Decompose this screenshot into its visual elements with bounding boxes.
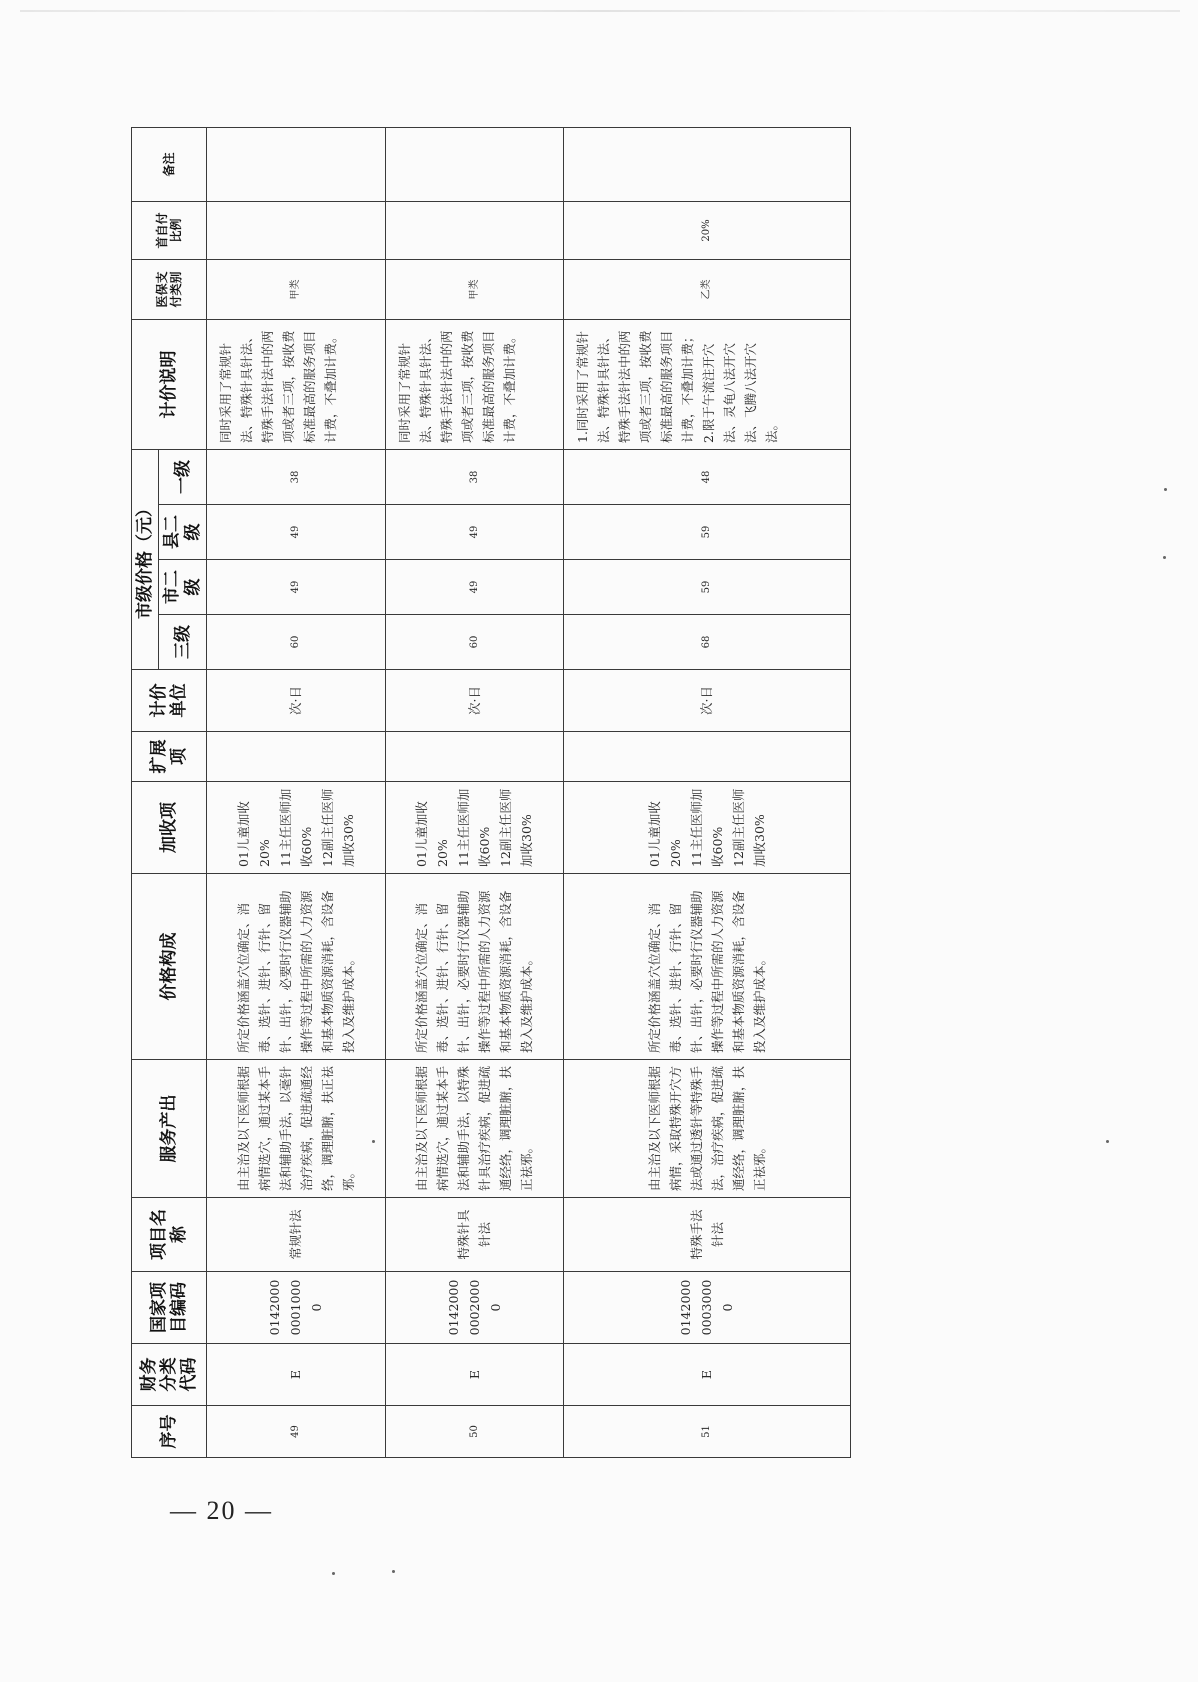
cell-billing-note: 1.同时采用了常规针法、特殊针具针法、特殊手法针法中的两项或者三项，按收费标准最高的服务项目计费，不叠加计费；2.限于午流注开穴法、灵龟八法开穴法、飞腾八法开穴法。 xyxy=(563,320,850,450)
cell-remark xyxy=(207,128,385,202)
cell-remark xyxy=(563,128,850,202)
cell-level1: 38 xyxy=(207,450,385,505)
header-remark: 备注 xyxy=(132,128,207,202)
scan-speck xyxy=(392,1570,395,1573)
cell-finance-code: E xyxy=(385,1344,563,1406)
cell-seq: 51 xyxy=(563,1406,850,1458)
scan-speck xyxy=(1164,488,1167,491)
header-level1: 一级 xyxy=(159,450,207,505)
header-county-level2: 县二级 xyxy=(159,505,207,560)
cell-insurance-type: 乙类 xyxy=(563,260,850,320)
header-row-1 xyxy=(132,128,159,1458)
table-row xyxy=(385,128,563,1458)
header-insurance-type: 医保支付类别 xyxy=(132,260,207,320)
header-self-pay: 首自付比例 xyxy=(132,202,207,260)
cell-city-level2: 59 xyxy=(563,560,850,615)
cell-seq: 50 xyxy=(385,1406,563,1458)
cell-level3: 60 xyxy=(385,615,563,670)
cell-surcharge: 01儿童加收20% 11主任医师加收60% 12副主任医师加收30% xyxy=(563,782,850,874)
cell-self-pay xyxy=(207,202,385,260)
price-table xyxy=(131,127,851,1458)
header-unit: 计价单位 xyxy=(132,670,207,732)
cell-item-name: 常规针法 xyxy=(207,1198,385,1272)
cell-price-composition: 所定价格涵盖穴位确定、消毒、选针、进针、行针、留针、出针，必要时行仪器辅助操作等过程中所需的人力资源和基本物质资源消耗，含设备投入及维护成本。 xyxy=(385,874,563,1060)
cell-city-level2: 49 xyxy=(385,560,563,615)
header-level3: 三级 xyxy=(159,615,207,670)
cell-billing-note: 同时采用了常规针法、特殊针具针法、特殊手法针法中的两项或者三项，按收费标准最高的服务项目计费，不叠加计费。 xyxy=(385,320,563,450)
cell-unit: 次·日 xyxy=(563,670,850,732)
cell-extension xyxy=(563,732,850,782)
cell-service-output: 由主治及以下医师根据病情选穴，通过某本手法和辅助手法，以特殊针具治疗疾病，促进疏通经络，调理脏腑，扶正祛邪。 xyxy=(385,1060,563,1198)
scan-speck xyxy=(1163,556,1166,559)
cell-extension xyxy=(207,732,385,782)
header-national-code: 国家项目编码 xyxy=(132,1272,207,1344)
cell-finance-code: E xyxy=(563,1344,850,1406)
cell-county-level2: 49 xyxy=(385,505,563,560)
cell-surcharge: 01儿童加收20% 11主任医师加收60% 12副主任医师加收30% xyxy=(385,782,563,874)
scan-speck xyxy=(372,1140,375,1143)
header-service-output: 服务产出 xyxy=(132,1060,207,1198)
cell-county-level2: 59 xyxy=(563,505,850,560)
rotated-table-container xyxy=(131,152,851,1458)
cell-national-code: 014200000010000 xyxy=(207,1272,385,1344)
table-row xyxy=(207,128,385,1458)
scan-speck xyxy=(332,1572,335,1575)
cell-service-output: 由主治及以下医师根据病情，采取特殊开穴方法或通过透针等特殊手法，治疗疾病，促进疏通经络，调理脏腑，扶正祛邪。 xyxy=(563,1060,850,1198)
cell-surcharge: 01儿童加收20% 11主任医师加收60% 12副主任医师加收30% xyxy=(207,782,385,874)
cell-level1: 48 xyxy=(563,450,850,505)
cell-level3: 68 xyxy=(563,615,850,670)
cell-unit: 次·日 xyxy=(207,670,385,732)
cell-county-level2: 49 xyxy=(207,505,385,560)
cell-price-composition: 所定价格涵盖穴位确定、消毒、选针、进针、行针、留针、出针，必要时行仪器辅助操作等过程中所需的人力资源和基本物质资源消耗，含设备投入及维护成本。 xyxy=(563,874,850,1060)
header-item-name: 项目名称 xyxy=(132,1198,207,1272)
cell-billing-note: 同时采用了常规针法、特殊针具针法、特殊手法针法中的两项或者三项，按收费标准最高的服务项目计费，不叠加计费。 xyxy=(207,320,385,450)
cell-item-name: 特殊针具针法 xyxy=(385,1198,563,1272)
cell-level3: 60 xyxy=(207,615,385,670)
scan-artifact-line xyxy=(20,10,1180,12)
cell-remark xyxy=(385,128,563,202)
cell-price-composition: 所定价格涵盖穴位确定、消毒、选针、进针、行针、留针、出针，必要时行仪器辅助操作等过程中所需的人力资源和基本物质资源消耗，含设备投入及维护成本。 xyxy=(207,874,385,1060)
cell-national-code: 014200000030000 xyxy=(563,1272,850,1344)
cell-insurance-type: 甲类 xyxy=(385,260,563,320)
header-city-price-group: 市级价格（元） xyxy=(132,450,159,670)
header-seq: 序号 xyxy=(132,1406,207,1458)
cell-self-pay xyxy=(385,202,563,260)
cell-insurance-type: 甲类 xyxy=(207,260,385,320)
cell-city-level2: 49 xyxy=(207,560,385,615)
page-number: — 20 — xyxy=(170,1496,273,1525)
header-price-composition: 价格构成 xyxy=(132,874,207,1060)
cell-national-code: 014200000020000 xyxy=(385,1272,563,1344)
table-row xyxy=(563,128,850,1458)
header-surcharge: 加收项 xyxy=(132,782,207,874)
header-billing-note: 计价说明 xyxy=(132,320,207,450)
cell-item-name: 特殊手法针法 xyxy=(563,1198,850,1272)
cell-self-pay: 20% xyxy=(563,202,850,260)
cell-seq: 49 xyxy=(207,1406,385,1458)
header-extension: 扩展项 xyxy=(132,732,207,782)
header-city-level2: 市二级 xyxy=(159,560,207,615)
cell-finance-code: E xyxy=(207,1344,385,1406)
cell-extension xyxy=(385,732,563,782)
scan-speck xyxy=(1106,1140,1109,1143)
cell-level1: 38 xyxy=(385,450,563,505)
cell-unit: 次·日 xyxy=(385,670,563,732)
header-finance-code: 财务分类代码 xyxy=(132,1344,207,1406)
cell-service-output: 由主治及以下医师根据病情选穴，通过某本手法和辅助手法，以毫针治疗疾病，促进疏通经络，调理脏腑，扶正祛邪。 xyxy=(207,1060,385,1198)
